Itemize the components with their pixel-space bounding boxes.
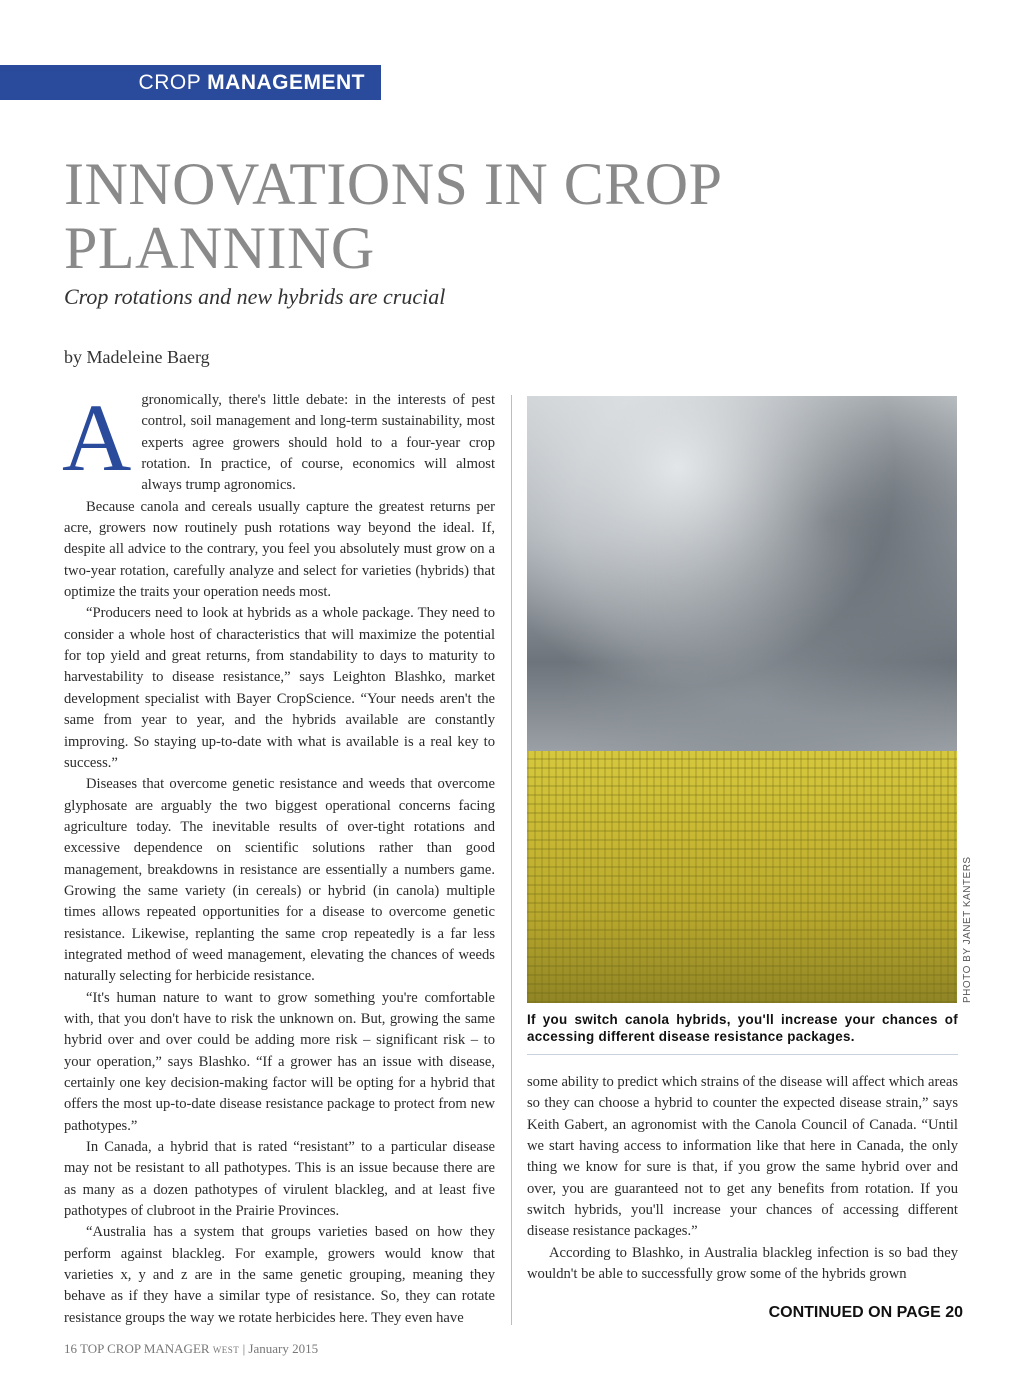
article-column-right — [527, 1072, 958, 1285]
article-byline: by Madeleine Baerg — [64, 347, 210, 367]
continued-link[interactable]: CONTINUED ON PAGE 20 — [768, 1304, 963, 1321]
paragraph: In Canada, a hybrid that is rated “resistant” to a particular disease may not be resistant to all pathotypes. This is an issue because there are as many as a dozen pathotypes of virulent blackleg, and at least five pathotypes of clubroot in the Prairie Provinces. — [64, 1139, 495, 1220]
canola-field-photo — [527, 396, 957, 1003]
drop-cap: A — [62, 384, 132, 491]
canola-field — [527, 751, 957, 1003]
article-column-left — [62, 384, 495, 1329]
page-number: 16 — [64, 1341, 77, 1356]
paragraph-text: gronomically, there's little debate: in the interests of pest control, soil management and long-term sustainability, most experts agree growers should hold to a four-year crop rotation. In practice, of course, economics will almost always trump agronomics. — [141, 392, 495, 494]
paragraph: Because canola and cereals usually capture the greatest returns per acre, growers now routinely push rotations way beyond the ideal. If, despite all advice to the contrary, you feel you absolutely must grow on a two-year rotation, carefully analyze and select for varieties (hybrids) that optimize the traits your operation needs most. — [64, 498, 495, 601]
section-header — [0, 65, 381, 100]
paragraph: “Producers need to look at hybrids as a whole package. They need to consider a whole host of characteristics that will maximize the potential for top yield and great returns, from standability to days to maturity to harvestability to disease resistance,” says Leighton Blashko, market development specialist with Bayer CropScience. “Your needs aren't the same from year to year, and the hybrids available are constantly improving. So staying up-to-date with what is available is a real key to success.” — [64, 605, 495, 771]
magazine-name: TOP CROP MANAGER — [80, 1341, 210, 1356]
column-divider — [511, 395, 512, 1325]
section-label-bold: MANAGEMENT — [207, 71, 365, 94]
paragraph: some ability to predict which strains of the disease will affect which areas so they can choose a hybrid to counter the expected disease strain,” says Keith Gabert, an agronomist with the Canola Council of Canada. “Until we start having access to information like that here in Canada, the only thing we know for sure is that, if you grow the same hybrid over and over, you are guaranteed not to get any benefits from rotation. If you switch hybrids, you'll increase your chances of accessing different disease resistance packages.” — [527, 1074, 958, 1240]
article-subhead: Crop rotations and new hybrids are crucial — [64, 284, 446, 309]
paragraph — [62, 384, 495, 497]
paragraph: Diseases that overcome genetic resistance and weeds that overcome glyphosate are arguably the two biggest operational concerns facing agriculture today. The inevitable results of over-tight rotations and excessive dependence on scientific solutions rather than good management, breakdowns in resistance are essentially a numbers game. Growing the same variety (in cereals) or hybrid (in canola) multiple times allows repeated opportunities for a disease to overcome genetic resistance. Likewise, replanting the same crop repeatedly is a far less integrated method of weed management, elevating the chances of weeds naturally selecting for herbicide resistance. — [64, 776, 495, 985]
caption-divider — [527, 1054, 958, 1055]
page-footer — [64, 1341, 318, 1357]
paragraph: According to Blashko, in Australia blackleg infection is so bad they wouldn't be able to successfully grow some of the hybrids grown — [527, 1244, 958, 1283]
photo-credit: PHOTO BY JANET KANTERS — [962, 856, 973, 1003]
photo-caption: If you switch canola hybrids, you'll increase your chances of accessing different disease resistance packages. — [527, 1012, 958, 1044]
article-headline: INNOVATIONS IN CROP PLANNING — [64, 151, 721, 281]
section-label-light: CROP — [138, 71, 201, 94]
paragraph: “Australia has a system that groups varieties based on how they perform against blackleg. For example, growers would know that varieties x, y and z are in the same genetic grouping, meaning they behave as if they have a similar type of resistance. So, they can rotate resistance groups the way we rotate herbicides here. They even have — [64, 1224, 495, 1326]
issue-date: January 2015 — [248, 1341, 319, 1356]
magazine-edition: WEST — [212, 1345, 240, 1355]
stormy-sky — [527, 396, 957, 751]
paragraph: “It's human nature to want to grow something you're comfortable with, that you don't have to risk the unknown on. But, growing the same hybrid over and over could be adding more risk – significant risk – to your operation,” says Blashko. “If a grower has an issue with disease, certainly one key decision-making factor will be opting for a hybrid that offers the most up-to-date disease resistance package to protect from new pathotypes.” — [64, 989, 495, 1134]
footer-separator: | — [242, 1341, 246, 1356]
